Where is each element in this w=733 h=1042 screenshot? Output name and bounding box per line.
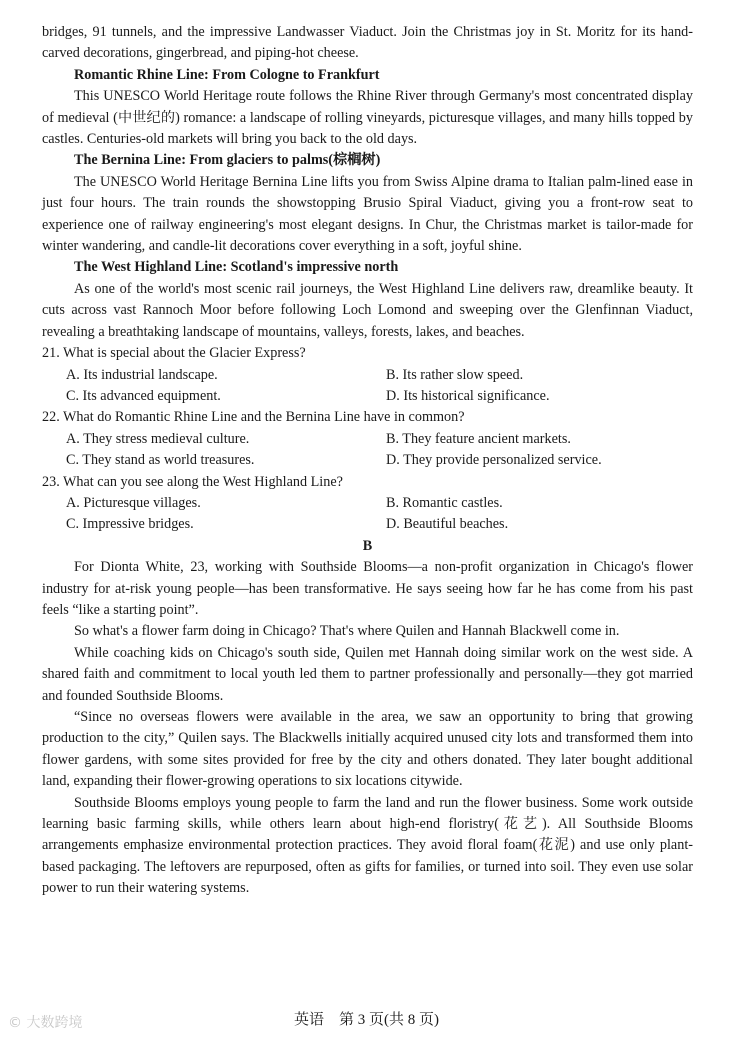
options-row [42,493,693,514]
option-a: A. Picturesque villages. [66,494,201,511]
question-stem: 21. What is special about the Glacier Express? [42,345,306,362]
option-d: D. Its historical significance. [386,387,550,404]
option-b: B. Romantic castles. [386,494,503,511]
option-c: C. Its advanced equipment. [66,387,221,404]
question-stem: 23. What can you see along the West Highland Line? [42,473,343,490]
paragraph-b5: Southside Blooms employs young people to farm the land and run the flower business. Some work outside learning basic farming skills, while others learn about high-end floristry(花艺). All Southside Blooms arrangements emphasize environmental protection practices. They avoid floral foam(花泥) and use only plant-based packaging. The leftovers are repurposed, often as gifts for families, or turned into soil. They even use solar power to run their watering systems. [42,794,693,897]
options-row [42,450,693,471]
paragraph-rhine: This UNESCO World Heritage route follows the Rhine River through Germany's most concentrated display of medieval (中世纪的) romance: a landscape of rolling vineyards, picturesque villages, and many hills topped by castles. Centuries-old markets will bring you back to the old days. [42,88,693,148]
question-22 [42,407,693,471]
question-23 [42,472,693,536]
paragraph-b2: So what's a flower farm doing in Chicago? That's where Quilen and Hannah Blackwell come in. [74,623,620,640]
paragraph-glacier-end: bridges, 91 tunnels, and the impressive Landwasser Viaduct. Join the Christmas joy in St. Moritz for its hand-carved decorations, gingerbread, and piping-hot cheese. [42,24,693,62]
page-footer: 英语 第 3 页(共 8 页) [294,1012,439,1028]
option-b: B. They feature ancient markets. [386,430,571,447]
option-b: B. Its rather slow speed. [386,366,524,383]
heading-bernina: The Bernina Line: From glaciers to palms(棕榈树) [74,152,381,169]
options-row [42,365,693,386]
heading-highland: The West Highland Line: Scotland's impressive north [74,259,399,276]
paragraph-highland: As one of the world's most scenic rail journeys, the West Highland Line delivers raw, dreamlike beauty. It cuts across vast Rannoch Moor before following Loch Lomond and sweeping over the Glenfinnan Viaduct, revealing a breathtaking landscape of mountains, valleys, forests, lakes, and beaches. [42,280,693,340]
option-d: D. They provide personalized service. [386,452,602,469]
paragraph-bernina: The UNESCO World Heritage Bernina Line lifts you from Swiss Alpine drama to Italian palm-lined ease in just four hours. The train rounds the showstopping Brusio Spiral Viaduct, giving you a front-row seat to experience one of railway engineering's most elegant designs. In Chur, the Christmas market is tailor-made for winter wandering, and candle-lit decorations cover everything in a soft, joyful shine. [42,173,693,255]
option-d: D. Beautiful beaches. [386,516,509,533]
paragraph-b3: While coaching kids on Chicago's south side, Quilen met Hannah doing similar work on the west side. A shared faith and commitment to local youth led them to partner professionally and personally—they got married and founded Southside Blooms. [42,644,693,704]
question-21 [42,343,693,407]
question-stem: 22. What do Romantic Rhine Line and the Bernina Line have in common? [42,409,465,426]
paragraph-b4: “Since no overseas flowers were available in the area, we saw an opportunity to bring that growing production to the city,” Quilen says. The Blackwells initially acquired unused city lots and transformed them into flower gardens, with some sites provided for free by the city and others donated. They later bought additional land, expanding their flower-growing operations to six locations citywide. [42,709,693,790]
option-a: A. Its industrial landscape. [66,366,218,383]
option-a: A. They stress medieval culture. [66,430,250,447]
option-c: C. They stand as world treasures. [66,452,255,469]
section-b-title: B [362,537,373,554]
options-row [42,386,693,407]
paragraph-b1: For Dionta White, 23, working with Southside Blooms—a non-profit organization in Chicago's flower industry for at-risk young people—has been transformative. He says seeing how far he has come from his past feels “like a starting point”. [42,559,693,618]
options-row [42,429,693,450]
option-c: C. Impressive bridges. [66,516,194,533]
page-content [42,22,693,900]
watermark: © 大数跨境 [8,1015,83,1031]
heading-rhine: Romantic Rhine Line: From Cologne to Frankfurt [74,66,380,83]
options-row [42,514,693,535]
